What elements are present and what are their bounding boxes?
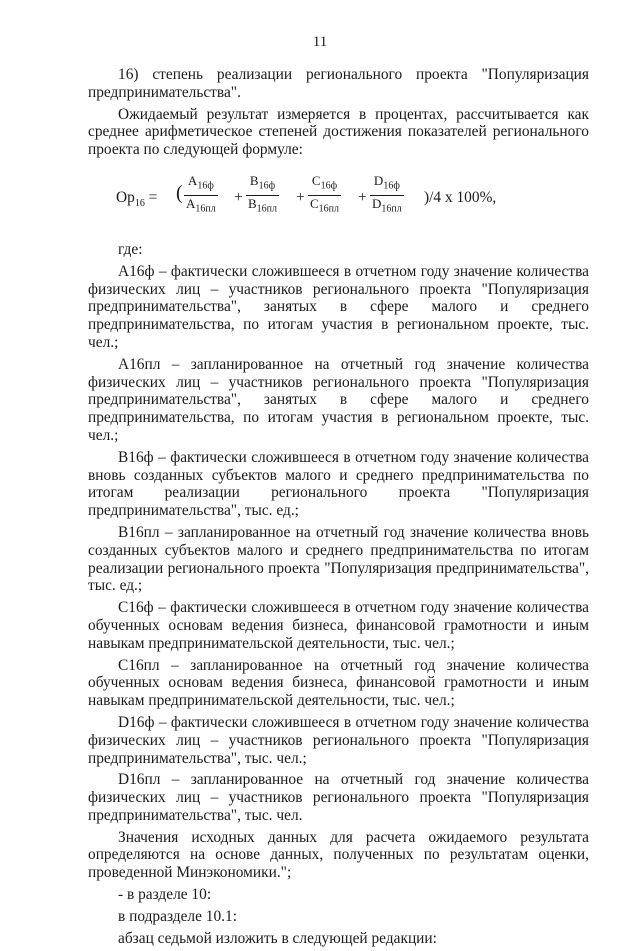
source-paragraph: Значения исходных данных для расчета ожидаемого результата определяются на основе данных, полученных по результатам оценки, проведенной Минэкономики."; [88,828,589,882]
list-item: в подразделе 10.1: [118,907,237,925]
formula-open-paren: ( [176,181,183,204]
formula-tail: )/4 x 100%, [424,188,497,206]
formula-lhs: $Ор_{16}$ = [116,188,158,210]
intro-item: 16) степень реализации регионального проекта "Популяризация предпринимательства". [88,66,589,101]
document-body [88,66,589,951]
list-item: - в разделе 10: [118,886,212,904]
definition-b16pl: В16пл – запланированное на отчетный год значение количества вновь созданных субъектов малого и среднего предпринимательства по итогам реализации регионального проекта "Популяризация предпринимательства", тыс. ед.; [88,523,589,595]
intro-paragraph: Ожидаемый результат измеряется в процентах, рассчитывается как среднее арифметическое степеней достижения показателей регионального проекта по следующей формуле: [88,105,589,159]
formula-fraction-c: $C_{16ф}$ $C_{16пл}$ [310,172,340,215]
definition-c16pl: С16пл – запланированное на отчетный год значение количества обученных основам ведения бизнеса, финансовой грамотности и иным навыкам предпринимательской деятельности, тыс. чел.; [88,656,589,710]
where-label: где: [118,240,143,258]
definition-b16f: В16ф – фактически сложившееся в отчетном году значение количества вновь созданных субъектов малого и среднего предпринимательства по итогам реализации регионального проекта "Популяризация предпринимательства", тыс. ед.; [88,448,589,520]
formula-plus: + [358,188,367,206]
formula-fraction-a: $A_{16ф}$ $A_{16пл}$ [186,172,216,215]
formula-plus: + [234,188,243,206]
definition-d16f: D16ф – фактически сложившееся в отчетном году значение количества физических лиц – участников регионального проекта "Популяризация предпринимательства", тыс. чел.; [88,713,589,767]
formula-plus: + [296,188,305,206]
formula-fraction-b: $B_{16ф}$ $B_{16пл}$ [248,172,278,215]
page-number: 11 [312,34,328,50]
formula [88,169,589,231]
definition-c16f: С16ф – фактически сложившееся в отчетном году значение количества обученных основам ведения бизнеса, финансовой грамотности и иным навыкам предпринимательской деятельности, тыс. чел.; [88,599,589,652]
definition-a16f: А16ф – фактически сложившееся в отчетном году значение количества физических лиц – участников регионального проекта "Популяризация предпринимательства", занятых в сфере малого и среднего предпринимательства, по итогам участия в региональном проекте, тыс. чел.; [88,262,589,351]
formula-fraction-d: $D_{16ф}$ $D_{16пл}$ [372,172,402,215]
definition-d16pl: D16пл – запланированное на отчетный год значение количества физических лиц – участников регионального проекта "Популяризация предпринимательства", тыс. чел. [88,771,589,824]
list-item: абзац седьмой изложить в следующей редакции: [118,929,437,947]
definition-a16pl: А16пл – запланированное на отчетный год значение количества физических лиц – участников регионального проекта "Популяризация предпринимательства", занятых в сфере малого и среднего предпринимательства, по итогам участия в региональном проекте, тыс. чел.; [88,355,589,444]
